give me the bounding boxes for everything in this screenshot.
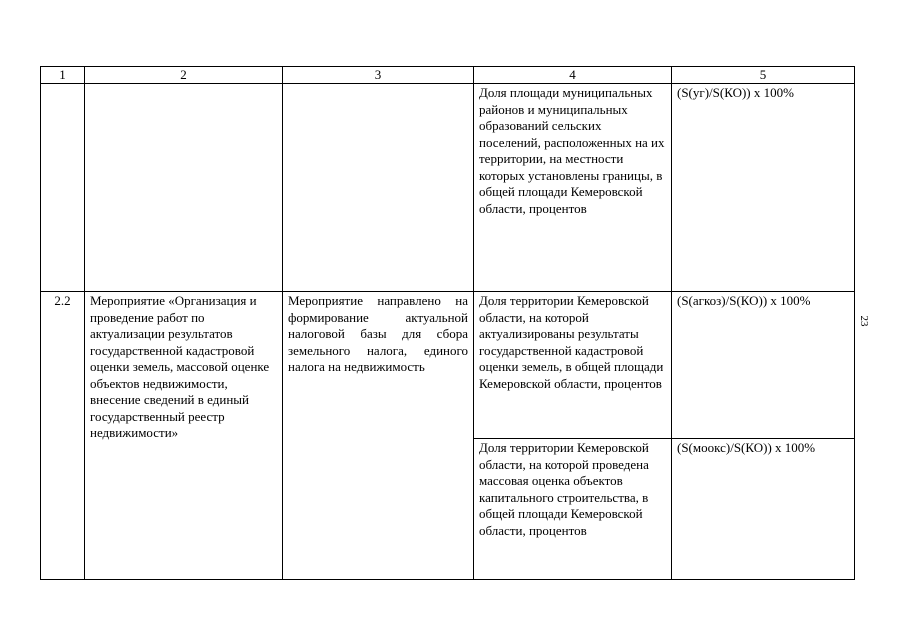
header-col-4: 4 xyxy=(474,67,672,84)
table-row-2-2 xyxy=(41,292,855,439)
indicator-cell-1: Доля территории Кемеровской области, на которой актуализированы результаты государственной кадастровой оценки земель, в общей площади Кемеровской области, процентов xyxy=(474,292,672,439)
cell-empty-num xyxy=(41,84,85,292)
cell-empty-desc xyxy=(283,84,474,292)
indicator-cell-2: Доля территории Кемеровской области, на которой проведена массовая оценка объектов капитального строительства, в общей площади Кемеровской области, процентов xyxy=(474,439,672,580)
indicator-table xyxy=(40,66,855,580)
table-row-continued xyxy=(41,84,855,292)
formula-cell-2: (S(моокс)/S(КО)) x 100% xyxy=(672,439,855,580)
header-col-1: 1 xyxy=(41,67,85,84)
header-row xyxy=(41,67,855,84)
page-number: 23 xyxy=(858,315,870,327)
formula-cell-1: (S(агкоз)/S(КО)) x 100% xyxy=(672,292,855,439)
header-col-3: 3 xyxy=(283,67,474,84)
measure-description-cell: Мероприятие направлено на формирование актуальной налоговой базы для сбора земельного налога, единого налога на недвижимость xyxy=(283,292,474,580)
measure-name-cell: Мероприятие «Организация и проведение работ по актуализации результатов государственной кадастровой оценки земель, массовой оценке объектов недвижимости, внесение сведений в единый государственный реестр недвижимости» xyxy=(85,292,283,580)
cell-empty-name xyxy=(85,84,283,292)
header-col-5: 5 xyxy=(672,67,855,84)
formula-cell: (S(уг)/S(КО)) x 100% xyxy=(672,84,855,292)
indicator-cell: Доля площади муниципальных районов и муниципальных образований сельских поселений, расположенных на их территории, на местности которых установлены границы, в общей площади Кемеровской области, процентов xyxy=(474,84,672,292)
row-number-cell: 2.2 xyxy=(41,292,85,580)
header-col-2: 2 xyxy=(85,67,283,84)
